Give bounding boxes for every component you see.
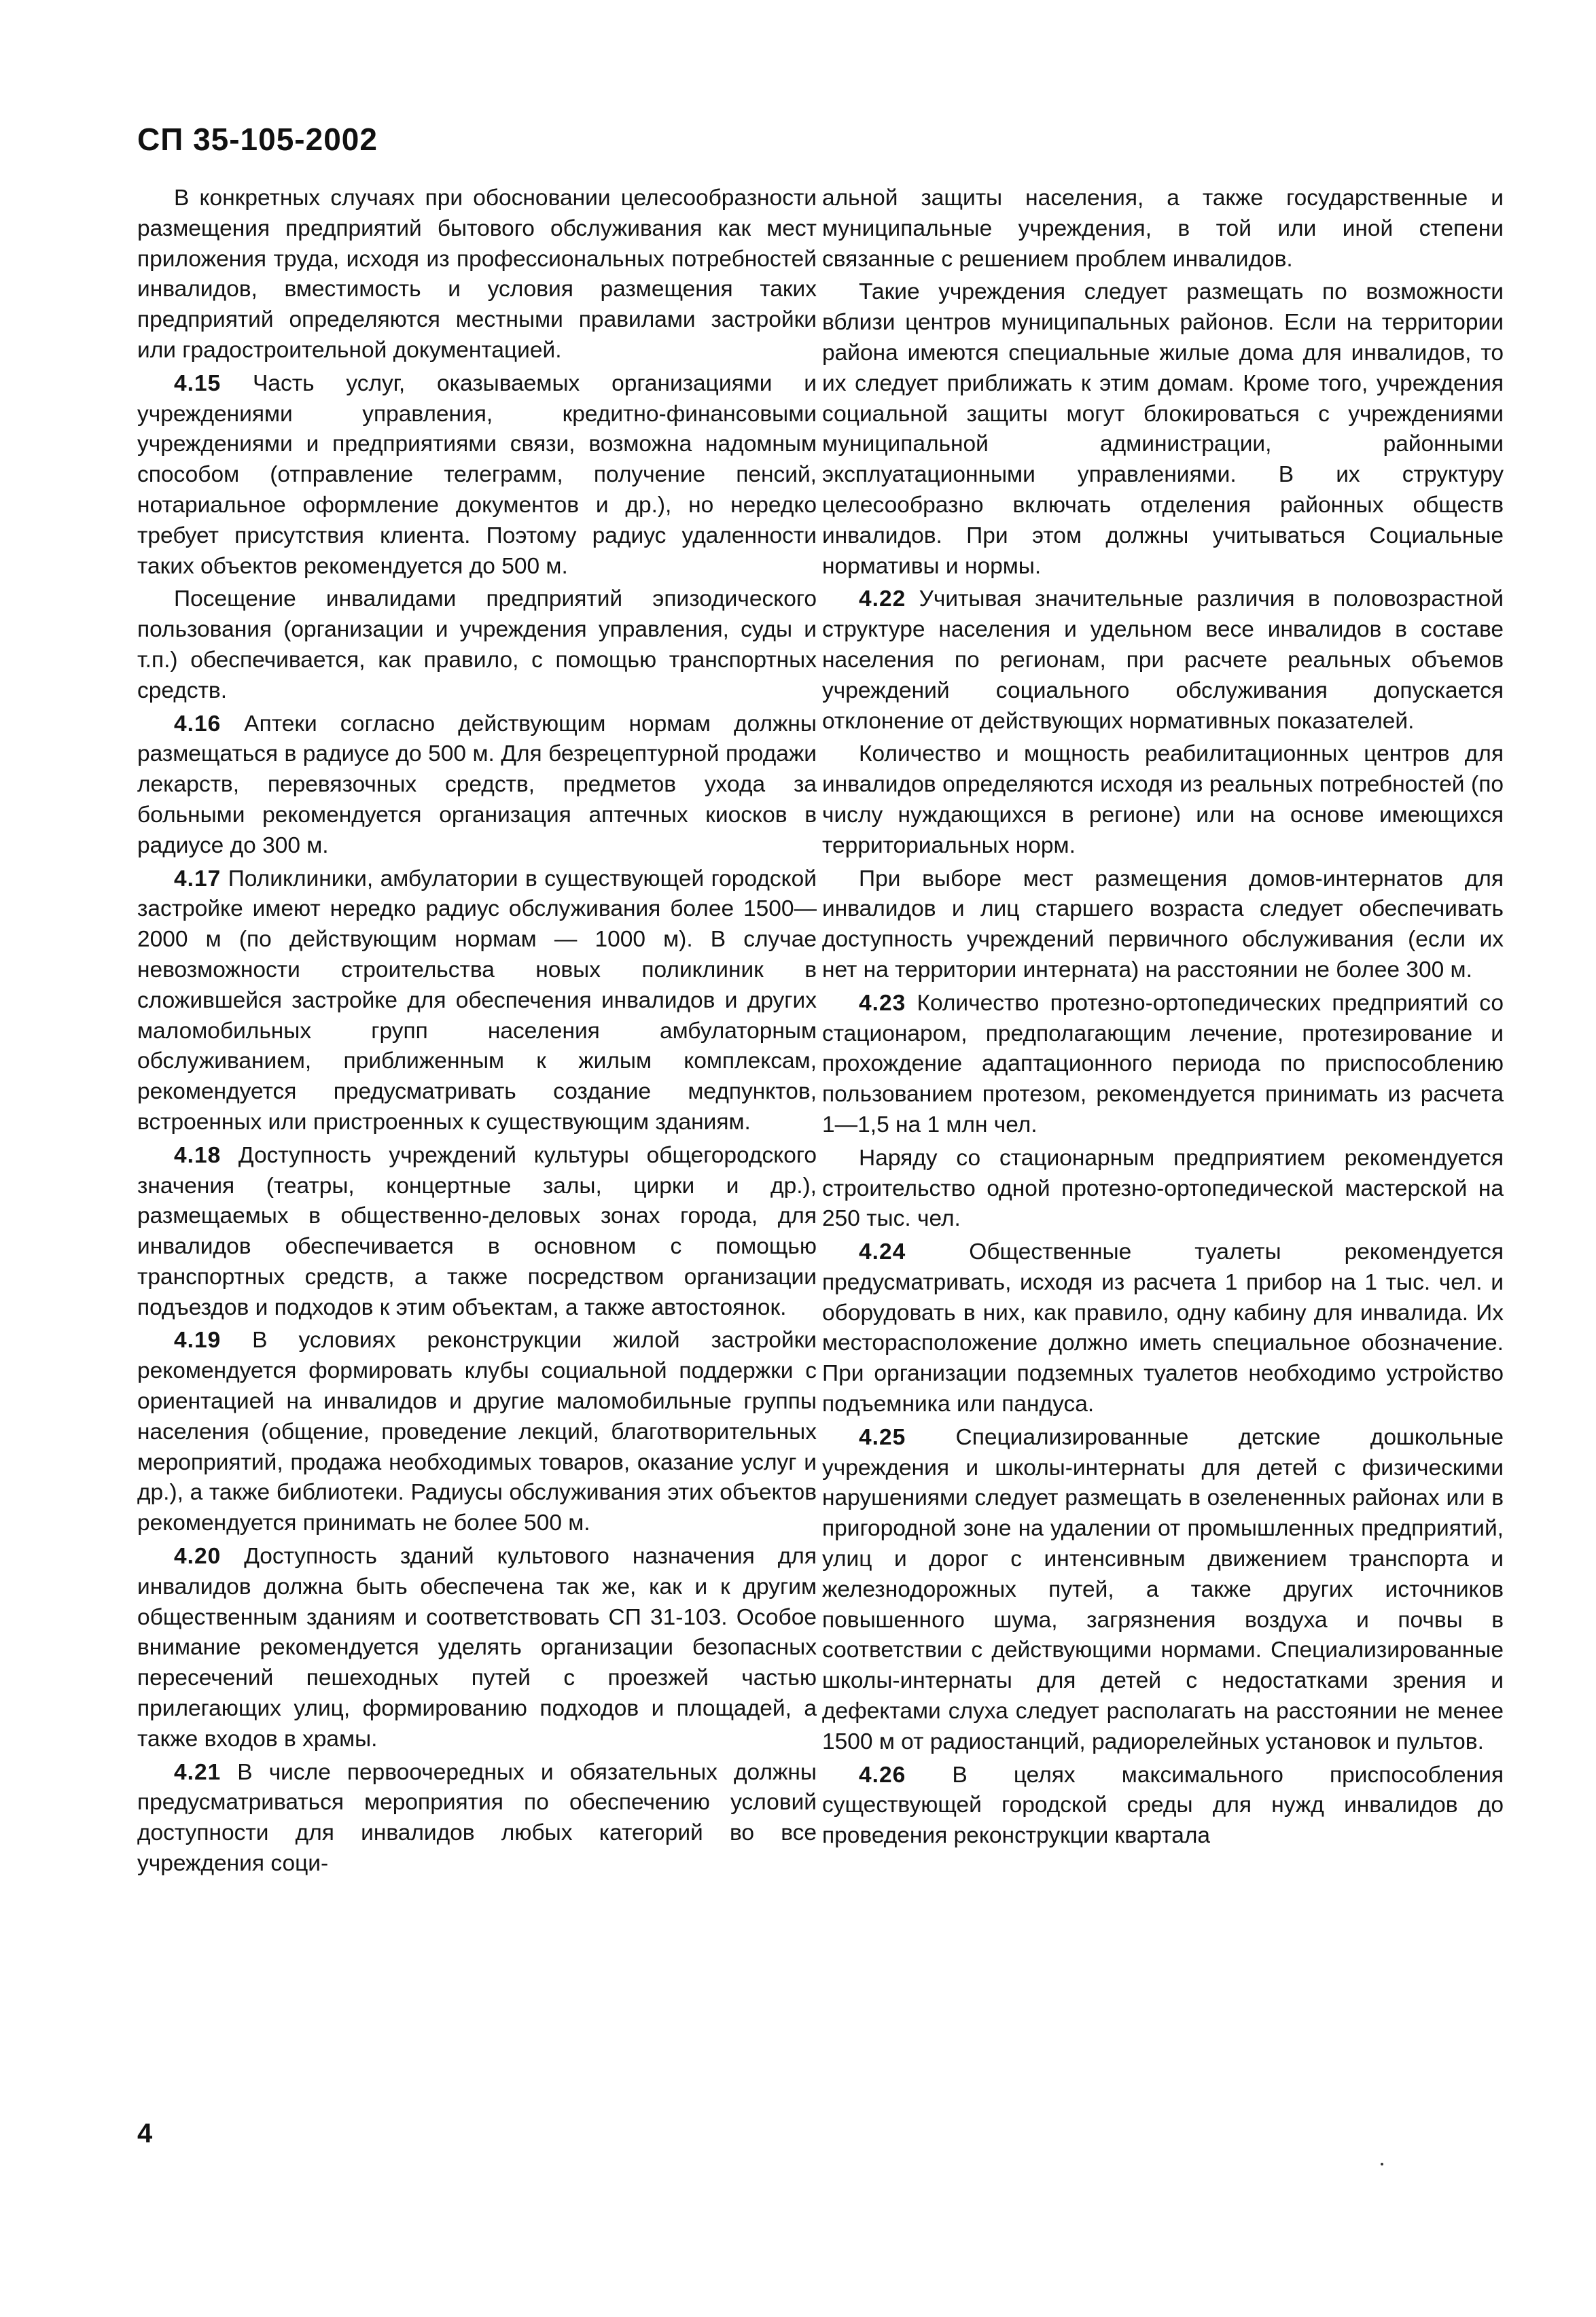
paragraph-text: Наряду со стационарным предприятием рекомендуется строительство одной протезно-ортопедической мастерской на 250 тыс. чел. [822,1145,1504,1232]
clause-number: 4.18 [174,1142,221,1168]
paragraph [822,1761,1504,1852]
clause-number: 4.25 [859,1424,906,1450]
paragraph [137,1326,817,1539]
paragraph-text: Количество и мощность реабилитационных центров для инвалидов определяются исходя из реальных потребностей (по числу нуждающихся в регионе) или на основе имеющихся территориальных норм. [822,741,1504,858]
paragraph [137,1141,817,1324]
paragraph-text: Поликлиники, амбулатории в существующей городской застройке имеют нередко радиус обслуживания более 1500—2000 м (по действующим нормам — 1000 м). В случае невозможности строительства новых поликлиник в сложившейся застройке для обеспечения инвалидов и других маломобильных групп населения амбулаторным обслуживанием, приближенным к жилым комплексам, рекомендуется предусматривать создание медпунктов, встроенных или пристроенных к существующим зданиям. [137,866,817,1135]
paragraph-text: Количество протезно-ортопедических предприятий со стационаром, предполагающим лечение, протезирование и прохождение адаптационного периода по приспособлению пользованием протезом, рекомендуется принимать из расчета 1—1,5 на 1 млн чел. [822,990,1504,1137]
paragraph [822,1237,1504,1420]
paragraph-text: В числе первоочередных и обязательных должны предусматриваться мероприятия по обеспечению условий доступности для инвалидов любых категорий во все учреждения соци- [137,1759,817,1877]
paragraph [822,183,1504,275]
clause-number: 4.16 [174,711,221,737]
paragraph [137,1758,817,1879]
clause-number: 4.17 [174,866,221,891]
paragraph [822,989,1504,1141]
paragraph-text: Доступность учреждений культуры общегородского значения (театры, концертные залы, цирки и др.), размещаемых в общественно-деловых зонах города, для инвалидов обеспечивается в основном с помощью транспортных средств, а также посредством организации подъездов и подходов к этим объектам, а также автостоянок. [137,1142,817,1320]
paragraph [137,864,817,1138]
paragraph-text: Посещение инвалидами предприятий эпизодического пользования (организации и учреждения управления, суды и т.п.) обеспечивается, как правило, с помощью транспортных средств. [137,586,817,703]
paragraph-text: Часть услуг, оказываемых организациями и учреждениями управления, кредитно-финансовыми учреждениями и предприятиями связи, возможна надомным способом (отправление телеграмм, получение пенсий, нотариальное оформление документов и др.), но нередко требует присутствия клиента. Поэтому радиус удаленности таких объектов рекомендуется до 500 м. [137,370,817,579]
paragraph-text: Доступность зданий культового назначения для инвалидов должна быть обеспечена так же, как и к другим общественным зданиям и соответствовать СП 31-103. Особое внимание рекомендуется уделять организации безопасных пересечений пешеходных путей с проезжей частью прилегающих улиц, формированию подходов и площадей, а также входов в храмы. [137,1544,817,1752]
right-text-column [822,183,1504,1854]
paragraph-text: Учитывая значительные различия в половозрастной структуре населения и удельном весе инвалидов в составе населения по регионам, при расчете реальных объемов учреждений социального обслуживания допускается отклонение от действующих нормативных показателей. [822,586,1504,734]
clause-number: 4.19 [174,1328,221,1354]
paragraph [822,739,1504,861]
paragraph [137,709,817,862]
page-number: 4 [137,2119,153,2148]
paragraph-text: В конкретных случаях при обосновании целесообразности размещения предприятий бытового обслуживания как мест приложения труда, исходя из профессиональных потребностей инвалидов, вместимость и условия размещения таких предприятий определяются местными правилами застройки или градостроительной документацией. [137,185,817,363]
paragraph [137,584,817,706]
paragraph [822,1144,1504,1235]
paragraph-text: альной защиты населения, а также государственные и муниципальные учреждения, в той или иной степени связанные с решением проблем инвалидов. [822,185,1504,272]
paragraph-text: Такие учреждения следует размещать по возможности вблизи центров муниципальных районов. Если на территории района имеются специальные жилые дома для инвалидов, то их следует приближать к этим домам. Кроме того, учреждения социальной защиты могут блокироваться с учреждениями муниципальной администрации, районными эксплуатационными управлениями. В их структуру целесообразно включать отделения районных обществ инвалидов. При этом должны учитываться Социальные нормативы и нормы. [822,279,1504,579]
paragraph [822,584,1504,737]
paragraph [822,277,1504,582]
paragraph-text: В условиях реконструкции жилой застройки рекомендуется формировать клубы социальной поддержки с ориентацией на инвалидов и другие маломобильные группы населения (общение, проведение лекций, благотворительных мероприятий, продажа необходимых товаров, оказание услуг и др.), а также библиотеки. Радиусы обслуживания этих объектов рекомендуется принимать не более 500 м. [137,1328,817,1536]
left-text-column [137,183,817,1882]
clause-number: 4.20 [174,1544,221,1570]
clause-number: 4.23 [859,990,906,1016]
clause-number: 4.24 [859,1239,906,1265]
document-code-header: СП 35-105-2002 [137,122,378,157]
paragraph-text: Общественные туалеты рекомендуется предусматривать, исходя из расчета 1 прибор на 1 тыс. чел. и оборудовать в них, как правило, одну кабину для инвалида. Их месторасположение должно иметь специальное обозначение. При организации подземных туалетов необходимо устройство подъемника или пандуса. [822,1239,1504,1417]
paragraph-text: Специализированные детские дошкольные учреждения и школы-интернаты для детей с физическими нарушениями следует размещать в озелененных районах или в пригородной зоне на удалении от промышленных предприятий, улиц и дорог с интенсивным движением транспорта и железнодорожных путей, а также других источников повышенного шума, загрязнения воздуха и почвы в соответствии с действующими нормами. Специализированные школы-интернаты для детей с недостатками зрения и дефектами слуха следует располагать на расстоянии не менее 1500 м от радиостанций, радиорелейных установок и пультов. [822,1424,1504,1754]
clause-number: 4.22 [859,586,906,612]
paragraph-text: При выборе мест размещения домов-интернатов для инвалидов и лиц старшего возраста следует обеспечивать доступность учреждений первичного обслуживания (если их нет на территории интерната) на расстоянии не более 300 м. [822,866,1504,983]
clause-number: 4.15 [174,370,221,396]
paragraph [137,1542,817,1755]
paragraph [822,864,1504,986]
clause-number: 4.21 [174,1759,221,1785]
paragraph-text: Аптеки согласно действующим нормам должны размещаться в радиусе до 500 м. Для безрецептурной продажи лекарств, перевязочных средств, предметов ухода за больными рекомендуется организация аптечных киосков в радиусе до 300 м. [137,711,817,858]
paragraph [137,183,817,366]
paragraph-text: В целях максимального приспособления существующей городской среды для нужд инвалидов до проведения реконструкции квартала [822,1762,1504,1849]
paragraph [822,1423,1504,1758]
clause-number: 4.26 [859,1762,906,1788]
paragraph [137,369,817,582]
print-speck [1381,2163,1383,2165]
